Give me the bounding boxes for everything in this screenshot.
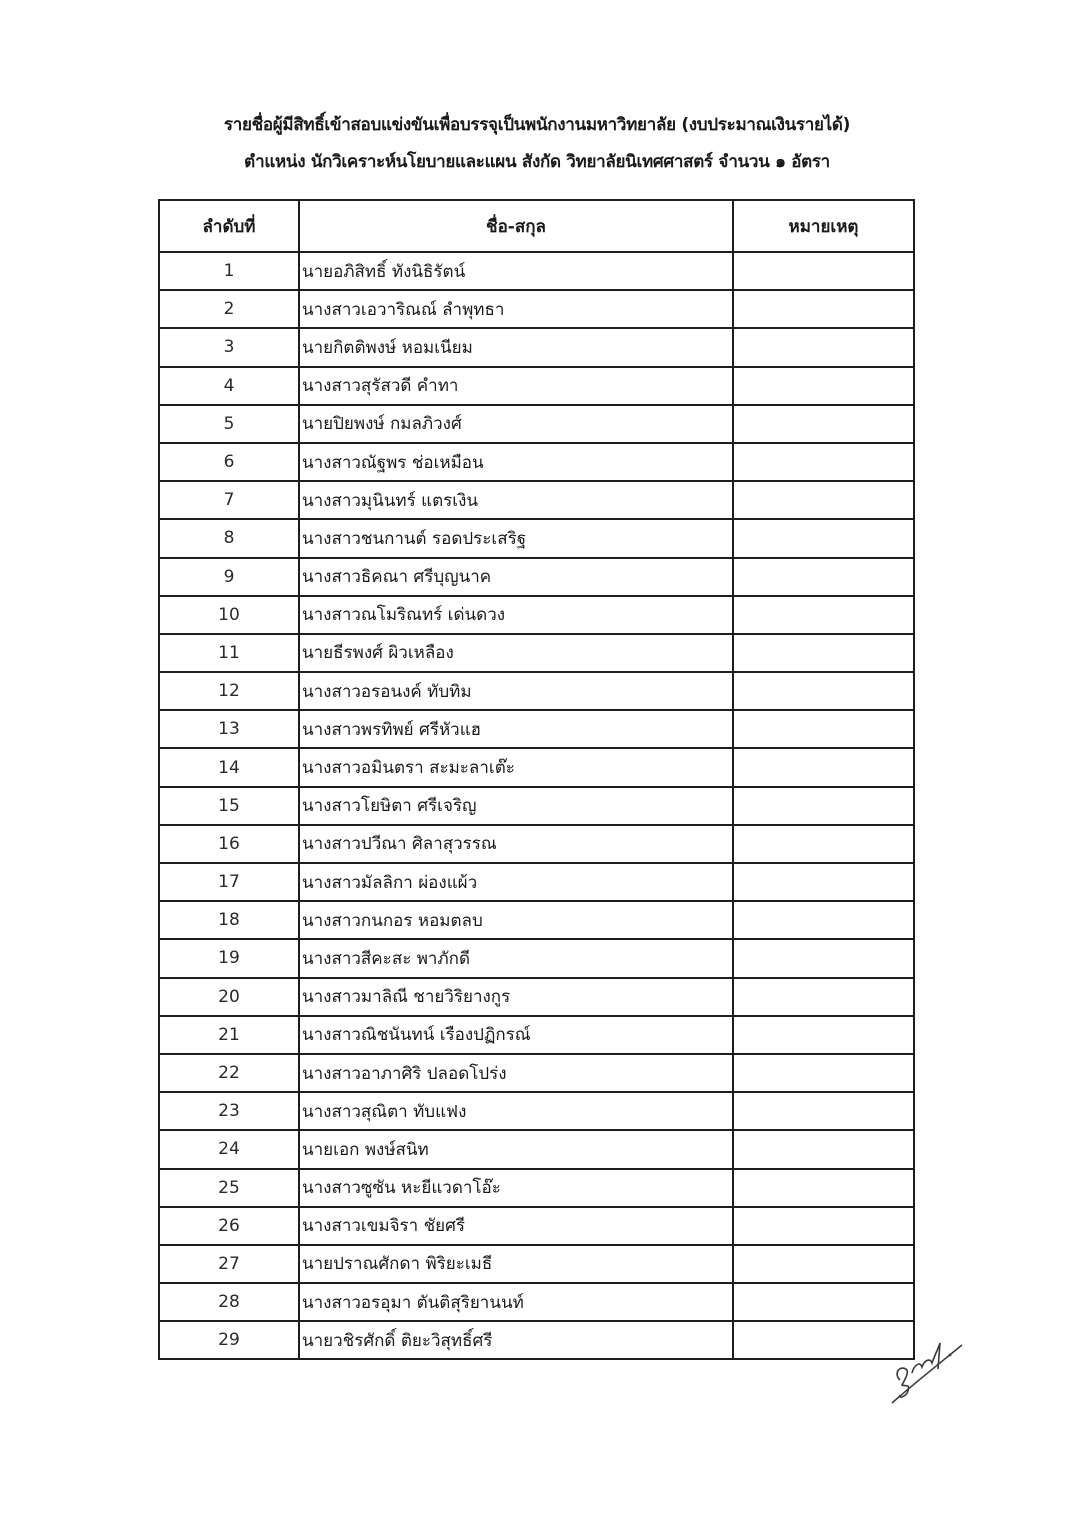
- table-row: [159, 1130, 914, 1168]
- row-name: นางสาวชนกานต์ รอดประเสริฐ: [299, 519, 733, 557]
- row-number: 7: [159, 481, 299, 519]
- row-number: 17: [159, 863, 299, 901]
- table-row: [159, 1245, 914, 1283]
- document-subtitle: ตำแหน่ง นักวิเคราะห์นโยบายและแผน สังกัด วิทยาลัยนิเทศศาสตร์ จำนวน ๑ อัตรา: [244, 152, 830, 172]
- row-name: นายเอก พงษ์สนิท: [299, 1130, 733, 1168]
- candidate-table: [158, 199, 915, 1360]
- row-name: นางสาวมัลลิกา ผ่องแผ้ว: [299, 863, 733, 901]
- row-remark: [733, 672, 914, 710]
- header-name: ชื่อ-สกุล: [299, 200, 733, 252]
- row-remark: [733, 1283, 914, 1321]
- row-name: นายวชิรศักดิ์ ติยะวิสุทธิ์ศรี: [299, 1321, 733, 1359]
- row-name: นางสาวเขมจิรา ชัยศรี: [299, 1207, 733, 1245]
- row-name: นางสาวซูซัน หะยีแวดาโอ๊ะ: [299, 1169, 733, 1207]
- table-row: [159, 901, 914, 939]
- row-remark: [733, 787, 914, 825]
- row-name: นางสาวมาลิณี ชายวิริยางกูร: [299, 978, 733, 1016]
- row-name: นายธีรพงศ์ ผิวเหลือง: [299, 634, 733, 672]
- row-number: 1: [159, 252, 299, 290]
- table-row: [159, 710, 914, 748]
- row-number: 29: [159, 1321, 299, 1359]
- row-remark: [733, 748, 914, 786]
- table-row: [159, 405, 914, 443]
- row-number: 9: [159, 558, 299, 596]
- row-number: 22: [159, 1054, 299, 1092]
- table-header-row: [159, 200, 914, 252]
- row-number: 21: [159, 1016, 299, 1054]
- row-name: นางสาวปวีณา ศิลาสุวรรณ: [299, 825, 733, 863]
- row-number: 25: [159, 1169, 299, 1207]
- row-name: นางสาวสีคะสะ พาภักดี: [299, 939, 733, 977]
- row-number: 15: [159, 787, 299, 825]
- row-name: นางสาวณิชนันทน์ เรืองปฏิกรณ์: [299, 1016, 733, 1054]
- row-remark: [733, 519, 914, 557]
- row-number: 26: [159, 1207, 299, 1245]
- row-number: 18: [159, 901, 299, 939]
- row-name: นางสาวอรอุมา ตันติสุริยานนท์: [299, 1283, 733, 1321]
- row-name: นางสาวสุรัสวดี คำทา: [299, 367, 733, 405]
- row-remark: [733, 1169, 914, 1207]
- row-name: นางสาวโยษิตา ศรีเจริญ: [299, 787, 733, 825]
- row-name: นางสาวณโมริณทร์ เด่นดวง: [299, 596, 733, 634]
- row-number: 6: [159, 443, 299, 481]
- table-row: [159, 634, 914, 672]
- row-number: 23: [159, 1092, 299, 1130]
- row-remark: [733, 634, 914, 672]
- row-remark: [733, 596, 914, 634]
- row-number: 19: [159, 939, 299, 977]
- row-name: นางสาวมุนินทร์ แตรเงิน: [299, 481, 733, 519]
- row-remark: [733, 901, 914, 939]
- row-remark: [733, 1245, 914, 1283]
- row-name: นางสาวพรทิพย์ ศรีหัวแฮ: [299, 710, 733, 748]
- table-row: [159, 367, 914, 405]
- row-number: 13: [159, 710, 299, 748]
- table-row: [159, 481, 914, 519]
- signature-icon: [880, 1325, 970, 1410]
- table-row: [159, 1169, 914, 1207]
- row-remark: [733, 405, 914, 443]
- table-row: [159, 519, 914, 557]
- table-row: [159, 558, 914, 596]
- row-name: นายปราณศักดา พิริยะเมธี: [299, 1245, 733, 1283]
- row-remark: [733, 1092, 914, 1130]
- row-number: 4: [159, 367, 299, 405]
- document-title: รายชื่อผู้มีสิทธิ์เข้าสอบแข่งขันเพื่อบรรจุเป็นพนักงานมหาวิทยาลัย (งบประมาณเงินรายได้): [223, 115, 851, 135]
- row-remark: [733, 825, 914, 863]
- row-number: 3: [159, 328, 299, 366]
- row-number: 12: [159, 672, 299, 710]
- row-number: 16: [159, 825, 299, 863]
- row-remark: [733, 978, 914, 1016]
- row-remark: [733, 939, 914, 977]
- row-name: นางสาวเอวาริณณ์ ลำพุทธา: [299, 290, 733, 328]
- table-row: [159, 1054, 914, 1092]
- row-remark: [733, 328, 914, 366]
- row-name: นางสาวอรอนงค์ ทับทิม: [299, 672, 733, 710]
- header-remark: หมายเหตุ: [733, 200, 914, 252]
- row-name: นางสาวสุณิตา ทับแฟง: [299, 1092, 733, 1130]
- row-number: 11: [159, 634, 299, 672]
- row-number: 24: [159, 1130, 299, 1168]
- table-row: [159, 1207, 914, 1245]
- table-row: [159, 748, 914, 786]
- row-name: นางสาวธิคณา ศรีบุญนาค: [299, 558, 733, 596]
- row-remark: [733, 481, 914, 519]
- row-remark: [733, 710, 914, 748]
- row-number: 10: [159, 596, 299, 634]
- row-remark: [733, 290, 914, 328]
- row-number: 8: [159, 519, 299, 557]
- row-remark: [733, 863, 914, 901]
- row-remark: [733, 443, 914, 481]
- table-row: [159, 863, 914, 901]
- table-row: [159, 1092, 914, 1130]
- row-remark: [733, 367, 914, 405]
- header-no: ลำดับที่: [159, 200, 299, 252]
- row-name: นายปิยพงษ์ กมลภิวงศ์: [299, 405, 733, 443]
- row-remark: [733, 252, 914, 290]
- row-name: นางสาวอาภาศิริ ปลอดโปร่ง: [299, 1054, 733, 1092]
- table-row: [159, 978, 914, 1016]
- row-remark: [733, 1130, 914, 1168]
- table-row: [159, 290, 914, 328]
- table-row: [159, 1016, 914, 1054]
- table-row: [159, 328, 914, 366]
- table-row: [159, 939, 914, 977]
- row-number: 28: [159, 1283, 299, 1321]
- row-name: นางสาวกนกอร หอมตลบ: [299, 901, 733, 939]
- row-remark: [733, 1207, 914, 1245]
- row-remark: [733, 558, 914, 596]
- row-number: 20: [159, 978, 299, 1016]
- table-row: [159, 252, 914, 290]
- row-name: นางสาวณัฐพร ช่อเหมือน: [299, 443, 733, 481]
- table-row: [159, 672, 914, 710]
- table-row: [159, 1321, 914, 1359]
- table-row: [159, 1283, 914, 1321]
- row-number: 14: [159, 748, 299, 786]
- table-row: [159, 596, 914, 634]
- row-name: นายกิตติพงษ์ หอมเนียม: [299, 328, 733, 366]
- table-row: [159, 443, 914, 481]
- row-remark: [733, 1016, 914, 1054]
- row-number: 27: [159, 1245, 299, 1283]
- table-row: [159, 787, 914, 825]
- row-name: นางสาวอมินตรา สะมะลาเต๊ะ: [299, 748, 733, 786]
- row-name: นายอภิสิทธิ์ ทังนิธิรัตน์: [299, 252, 733, 290]
- row-remark: [733, 1054, 914, 1092]
- table-row: [159, 825, 914, 863]
- row-number: 5: [159, 405, 299, 443]
- row-number: 2: [159, 290, 299, 328]
